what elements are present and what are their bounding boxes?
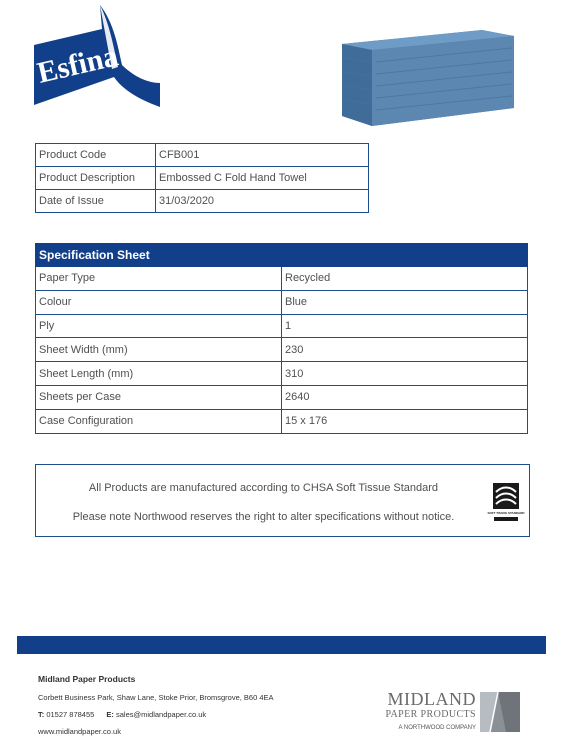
chsa-standard-notice: All Products are manufactured according to CHSA Soft Tissue Standard — [88, 482, 439, 494]
table-row — [36, 338, 528, 362]
spec-label: Sheet Width (mm) — [36, 338, 282, 362]
date-of-issue-label: Date of Issue — [36, 190, 156, 213]
blue-c-fold-hand-towel-icon — [332, 22, 520, 138]
esfina-logo-graphic — [34, 5, 160, 107]
spec-label: Case Configuration — [36, 409, 282, 433]
table-row — [36, 267, 528, 291]
table-row — [36, 362, 528, 386]
midland-logo-title: MIDLAND — [387, 689, 476, 709]
spec-value: 310 — [282, 362, 528, 386]
table-row — [36, 290, 528, 314]
midland-logo-subtitle: PAPER PRODUCTS — [385, 709, 476, 720]
contact-line — [38, 710, 274, 719]
email-label: E: — [106, 710, 114, 719]
table-row — [36, 167, 369, 190]
chsa-badge-icon — [487, 482, 525, 522]
company-address: Corbett Business Park, Shaw Lane, Stoke Prior, Bromsgrove, B60 4EA — [38, 693, 274, 702]
specification-sheet-title: Specification Sheet — [36, 244, 528, 267]
table-row — [36, 314, 528, 338]
footer-band — [17, 636, 546, 654]
website-link[interactable]: www.midlandpaper.co.uk — [38, 727, 121, 736]
spec-label: Sheet Length (mm) — [36, 362, 282, 386]
specification-table — [35, 243, 528, 434]
spec-value: Recycled — [282, 267, 528, 291]
table-row — [36, 190, 369, 213]
table-row — [36, 409, 528, 433]
product-description-label: Product Description — [36, 167, 156, 190]
spec-label: Colour — [36, 290, 282, 314]
spec-value: 1 — [282, 314, 528, 338]
footer-contact — [38, 674, 274, 744]
email-address[interactable]: sales@midlandpaper.co.uk — [116, 710, 207, 719]
spec-label: Ply — [36, 314, 282, 338]
spec-value: Blue — [282, 290, 528, 314]
chsa-badge-text: SOFT TISSUE STANDARD — [487, 511, 525, 515]
spec-value: 230 — [282, 338, 528, 362]
company-name: Midland Paper Products — [38, 674, 136, 684]
table-row — [36, 144, 369, 167]
product-description-value: Embossed C Fold Hand Towel — [156, 167, 369, 190]
spec-value: 15 x 176 — [282, 409, 528, 433]
telephone-label: T: — [38, 710, 45, 719]
table-row — [36, 385, 528, 409]
spec-label: Paper Type — [36, 267, 282, 291]
product-info-table — [35, 143, 369, 213]
specification-change-notice: Please note Northwood reserves the right to alter specifications without notice. — [72, 511, 455, 523]
spec-value: 2640 — [282, 385, 528, 409]
midland-logo-mark-icon — [480, 692, 520, 732]
product-code-value: CFB001 — [156, 144, 369, 167]
telephone-number[interactable]: 01527 878455 — [46, 710, 95, 719]
date-of-issue-value: 31/03/2020 — [156, 190, 369, 213]
spec-header-row — [36, 244, 528, 267]
hand-towel-product-image — [332, 22, 520, 138]
esfina-logo-text: Esfina — [34, 39, 122, 90]
spec-label: Sheets per Case — [36, 385, 282, 409]
esfina-logo — [34, 5, 160, 107]
midland-logo-tagline: A NORTHWOOD COMPANY — [398, 725, 476, 731]
standards-notice-box — [35, 464, 530, 537]
midland-paper-logo — [380, 690, 520, 738]
product-code-label: Product Code — [36, 144, 156, 167]
